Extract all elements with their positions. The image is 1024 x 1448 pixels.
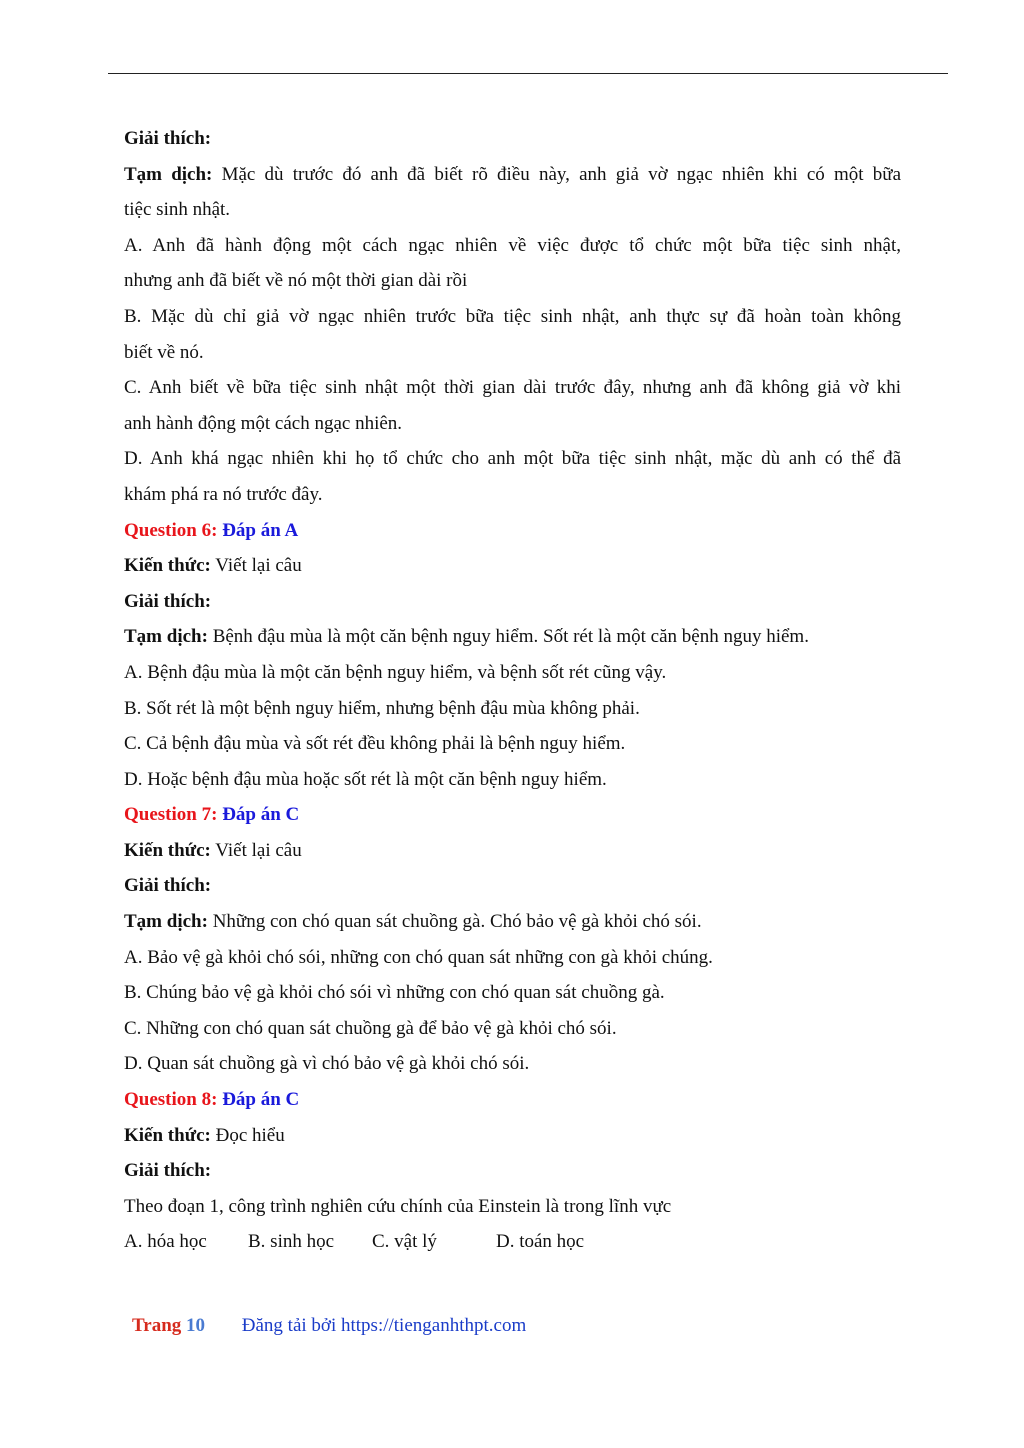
label-text: Viết lại câu — [210, 555, 302, 577]
label-heading: Kiến thức: — [124, 839, 211, 861]
paragraph-line — [124, 192, 901, 228]
page-number: 10 — [186, 1315, 206, 1336]
option-item: A. hóa học — [124, 1231, 207, 1253]
paragraph-line — [124, 157, 901, 193]
label-heading: Giải thích: — [124, 875, 212, 897]
label-line — [124, 619, 901, 655]
paragraph-line — [124, 299, 901, 335]
paragraph-line — [124, 370, 901, 406]
question-number: Question 7: — [124, 804, 218, 826]
uploaded-by-link[interactable]: Đăng tải bởi https://tienganhthpt.com — [241, 1315, 527, 1336]
paragraph-text: Mặc dù trước đó anh đã biết rõ điều này, anh giả vờ ngạc nhiên khi có một bữa — [212, 163, 901, 185]
question-heading — [124, 797, 901, 833]
question-heading — [124, 1082, 901, 1118]
label-text: Bệnh đậu mùa là một căn bệnh nguy hiểm. Sốt rét là một căn bệnh nguy hiểm. — [207, 626, 809, 648]
paragraph-text: C. Anh biết về bữa tiệc sinh nhật một thời gian dài trước đây, nhưng anh đã không giả vờ khi — [124, 377, 901, 399]
text-line: A. Bệnh đậu mùa là một căn bệnh nguy hiểm, và bệnh sốt rét cũng vậy. — [124, 661, 667, 683]
paragraph-text: nhưng anh đã biết về nó một thời gian dài rồi — [124, 270, 468, 292]
label-line — [124, 833, 901, 869]
label-heading: Giải thích: — [124, 1160, 212, 1182]
label-line — [124, 121, 901, 157]
label-heading: Kiến thức: — [124, 1124, 211, 1146]
paragraph-line — [124, 406, 901, 442]
answer-key: Đáp án A — [217, 519, 299, 541]
page-footer — [132, 1315, 526, 1337]
page-label: Trang — [132, 1315, 182, 1336]
paragraph-text: A. Anh đã hành động một cách ngạc nhiên về việc được tổ chức một bữa tiệc sinh nhật, — [124, 234, 901, 256]
label-heading: Tạm dịch: — [124, 911, 208, 933]
paragraph-line — [124, 263, 901, 299]
answer-key: Đáp án C — [217, 1089, 300, 1111]
paragraph-line — [124, 335, 901, 371]
question-number: Question 6: — [124, 519, 218, 541]
paragraph-text: B. Mặc dù chỉ giả vờ ngạc nhiên trước bữa tiệc sinh nhật, anh thực sự đã hoàn toàn không — [124, 305, 901, 327]
paragraph-line — [124, 441, 901, 477]
text-line: C. Cả bệnh đậu mùa và sốt rét đều không phải là bệnh nguy hiểm. — [124, 733, 626, 755]
label-text: Viết lại câu — [210, 839, 302, 861]
paragraph-line — [124, 228, 901, 264]
option-item: B. sinh học — [248, 1231, 335, 1253]
paragraph-text: biết về nó. — [124, 341, 204, 363]
text-line: B. Chúng bảo vệ gà khỏi chó sói vì những con chó quan sát chuồng gà. — [124, 982, 665, 1004]
option-item: D. toán học — [496, 1231, 585, 1253]
answer-key: Đáp án C — [217, 804, 300, 826]
options-line — [124, 1224, 901, 1260]
paragraph-text: khám phá ra nó trước đây. — [124, 483, 323, 505]
label-line — [124, 1118, 901, 1154]
text-line: B. Sốt rét là một bệnh nguy hiểm, nhưng bệnh đậu mùa không phải. — [124, 697, 640, 719]
label-line — [124, 868, 901, 904]
label-heading: Kiến thức: — [124, 555, 211, 577]
paragraph-text: tiệc sinh nhật. — [124, 199, 231, 221]
label-line — [124, 584, 901, 620]
label-heading: Giải thích: — [124, 128, 212, 149]
option-item: C. vật lý — [372, 1231, 437, 1253]
label-line — [124, 1153, 901, 1189]
document-body — [124, 121, 901, 1260]
paragraph-line — [124, 477, 901, 513]
label-heading: Tạm dịch: — [124, 626, 208, 648]
label-text: Đọc hiểu — [210, 1124, 285, 1146]
paragraph-text: anh hành động một cách ngạc nhiên. — [124, 412, 403, 434]
question-number: Question 8: — [124, 1089, 218, 1111]
text-line: Theo đoạn 1, công trình nghiên cứu chính của Einstein là trong lĩnh vực — [124, 1195, 672, 1217]
text-line: A. Bảo vệ gà khỏi chó sói, những con chó quan sát những con gà khỏi chúng. — [124, 946, 713, 968]
label-heading: Giải thích: — [124, 590, 212, 612]
header-rule — [108, 73, 948, 74]
label-line — [124, 904, 901, 940]
label-line — [124, 548, 901, 584]
text-line: D. Hoặc bệnh đậu mùa hoặc sốt rét là một căn bệnh nguy hiểm. — [124, 768, 607, 790]
text-line: C. Những con chó quan sát chuồng gà để bảo vệ gà khỏi chó sói. — [124, 1017, 617, 1039]
question-heading — [124, 513, 901, 549]
label-text: Những con chó quan sát chuồng gà. Chó bảo vệ gà khỏi chó sói. — [207, 911, 702, 933]
text-line: D. Quan sát chuồng gà vì chó bảo vệ gà khỏi chó sói. — [124, 1053, 530, 1075]
paragraph-label: Tạm dịch: — [124, 163, 213, 185]
paragraph-text: D. Anh khá ngạc nhiên khi họ tổ chức cho anh một bữa tiệc sinh nhật, mặc dù anh có thể đã — [124, 448, 901, 470]
